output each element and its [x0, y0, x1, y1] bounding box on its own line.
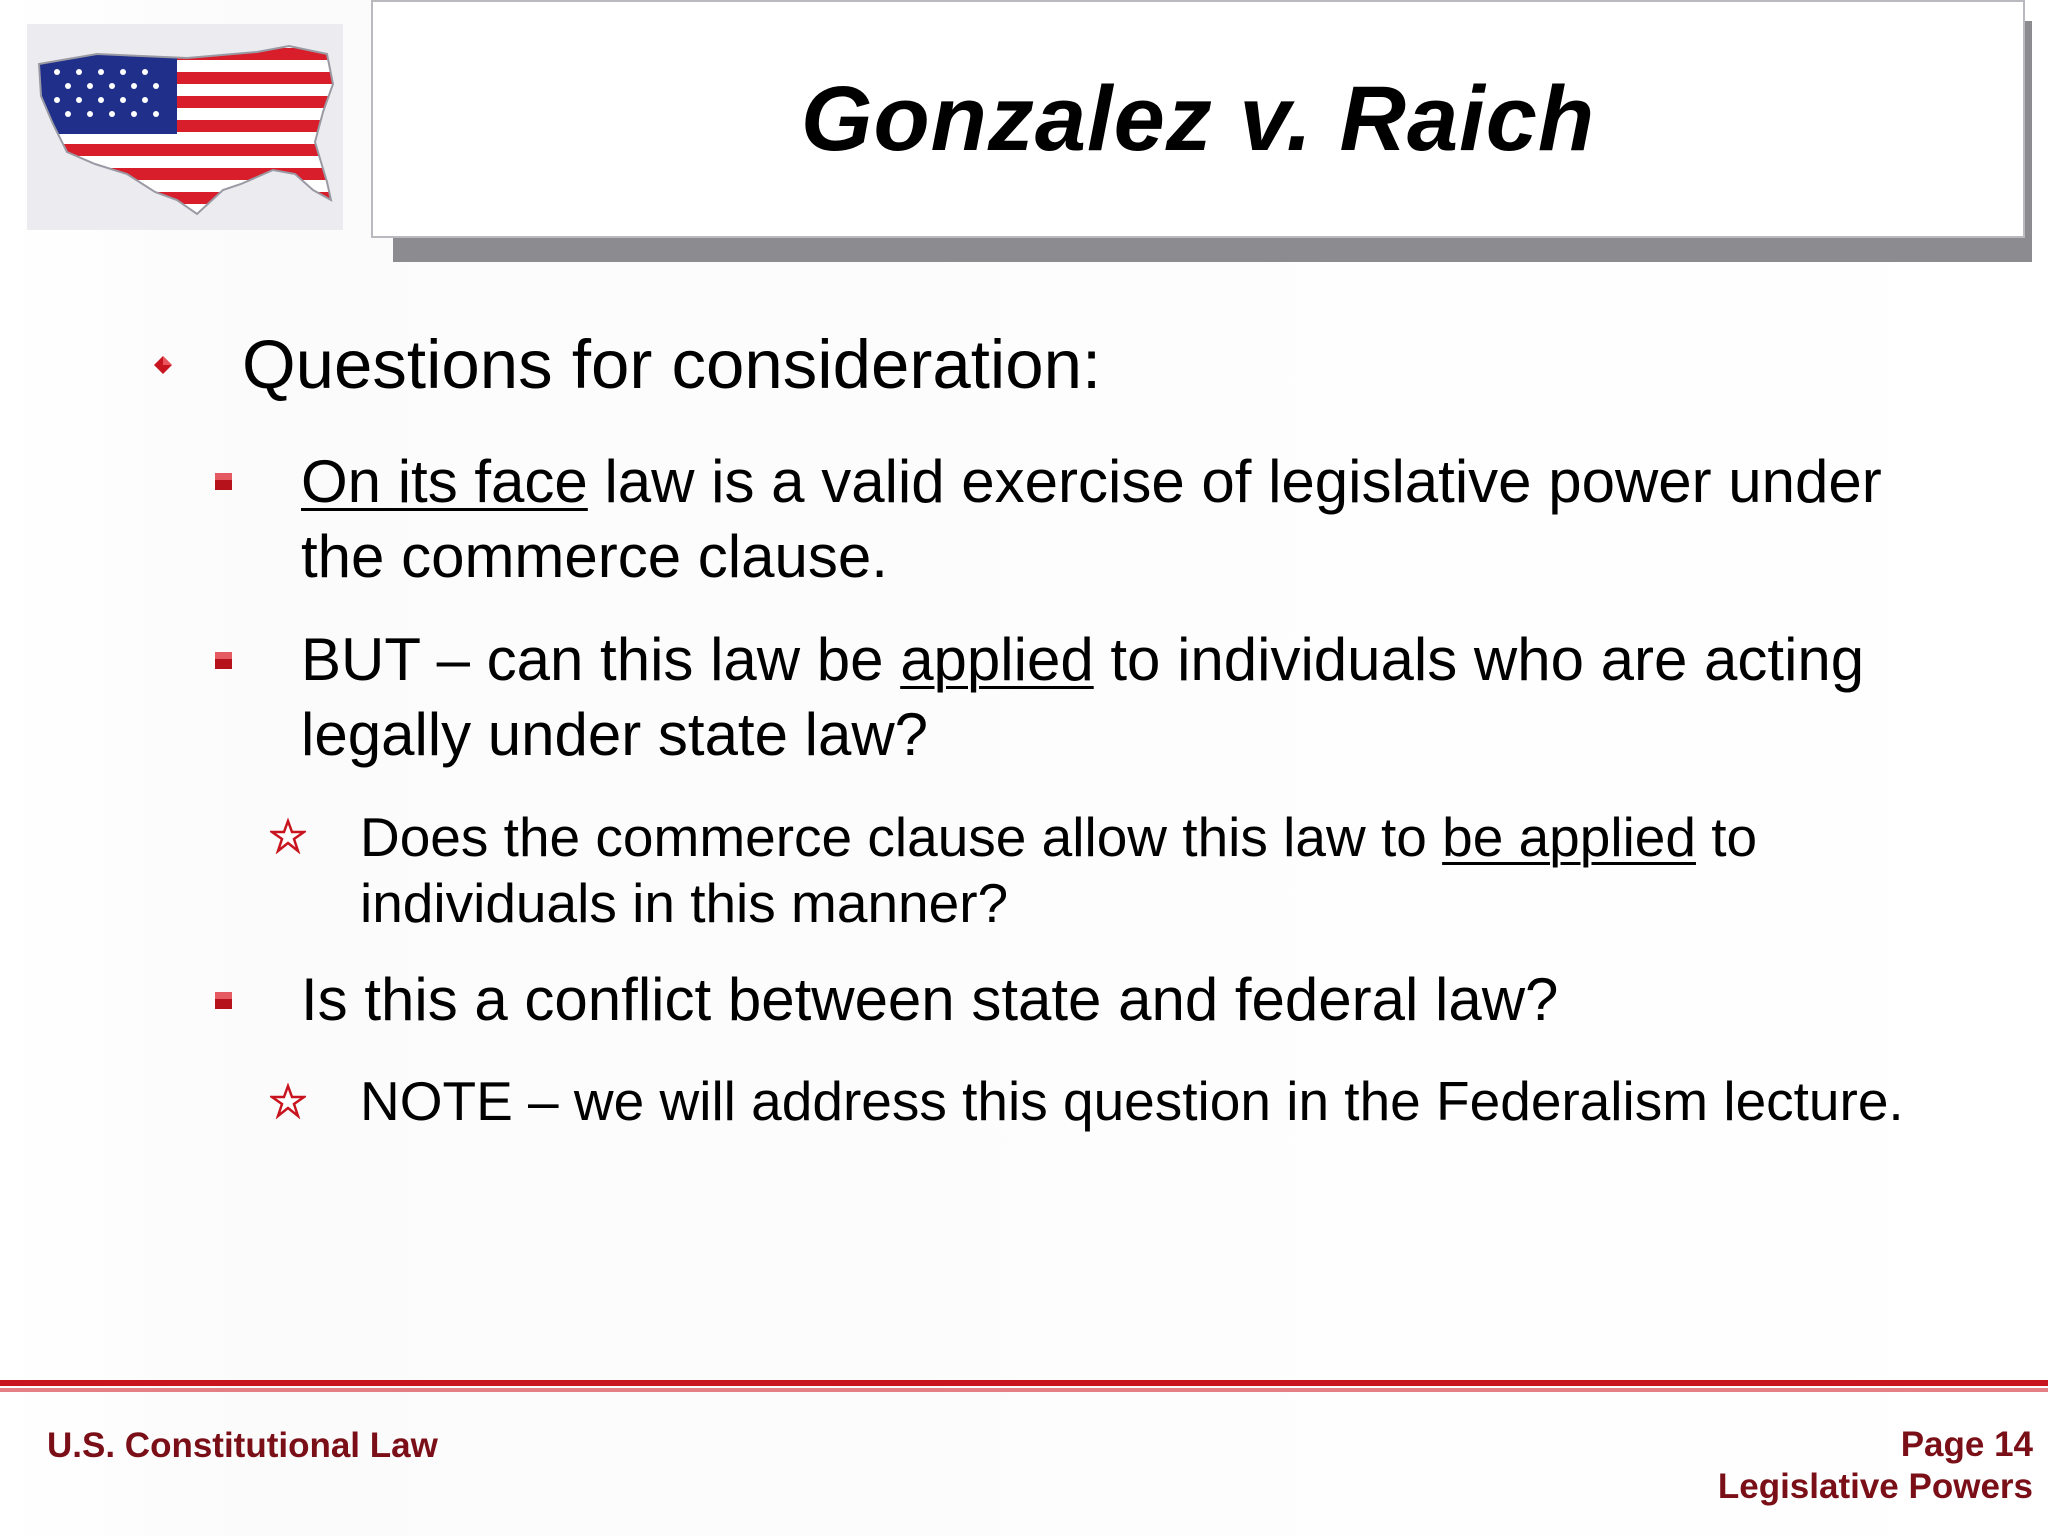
underlined-phrase: On its face [301, 448, 588, 515]
square-bullet-icon [214, 472, 233, 491]
bullet-item-2: BUT – can this law be applied to individuals who are acting legally under state law? [301, 626, 1865, 768]
section-name: Legislative Powers [1717, 1467, 2033, 1506]
square-bullet-icon [214, 991, 233, 1010]
diamond-bullet-icon [153, 355, 173, 375]
us-flag-map-icon [27, 24, 343, 230]
sub-item-3: NOTE – we will address this question in the Federalism lecture. [360, 1070, 1904, 1132]
footer-page-info [1718, 1424, 2033, 1508]
footer-divider [0, 1380, 2048, 1386]
heading-questions: Questions for consideration: [242, 326, 1102, 403]
star-bullet-icon [270, 1083, 306, 1119]
square-bullet-icon [214, 651, 233, 670]
bullet-item-1: On its face law is a valid exercise of legislative power under the commerce clause. [301, 448, 1882, 590]
underlined-phrase: applied [900, 626, 1094, 693]
sub-item-2: Does the commerce clause allow this law to be applied to individuals in this manner? [360, 806, 1758, 934]
slide-title: Gonzalez v. Raich [800, 67, 1596, 170]
footer-divider-shadow [0, 1388, 2048, 1392]
page-number: Page 14 [1900, 1425, 2033, 1464]
footer-course: U.S. Constitutional Law [47, 1426, 438, 1465]
star-bullet-icon [270, 818, 306, 854]
bullet-item-3: Is this a conflict between state and federal law? [301, 966, 1559, 1033]
underlined-phrase: be applied [1442, 806, 1696, 868]
title-box [371, 0, 2025, 238]
